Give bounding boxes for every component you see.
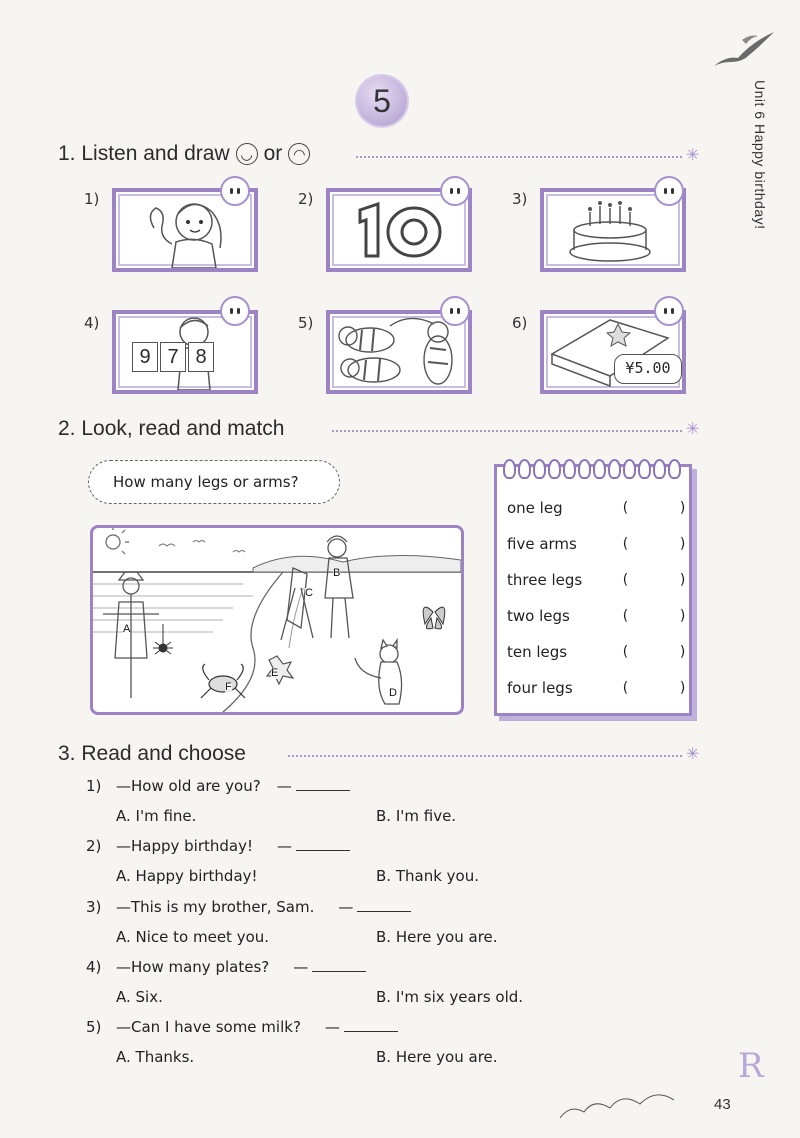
answer-dash: — [276, 777, 292, 795]
question-text: —How old are you? [116, 777, 261, 795]
question-text: —Happy birthday! [116, 837, 254, 855]
item4-face-circle[interactable] [220, 296, 250, 326]
option-a[interactable]: A. Nice to meet you. [116, 928, 270, 946]
answer-slot[interactable]: ( ) [621, 644, 687, 660]
question-2 [86, 837, 350, 855]
match-row-3 [507, 567, 687, 593]
question-1 [86, 777, 350, 795]
scarecrow-icon [103, 572, 159, 698]
sparkle-icon: ✳ [686, 421, 700, 438]
reading-mark-icon: R [738, 1046, 764, 1086]
sad-face-icon: ◠ [288, 143, 310, 165]
item6-face-circle[interactable] [654, 296, 684, 326]
page-number: 43 [714, 1096, 731, 1113]
match-row-6 [507, 675, 687, 701]
lesson-badge: 5 [357, 76, 407, 126]
answer-blank[interactable] [344, 1018, 398, 1032]
scene-label-f: F [225, 681, 232, 693]
number-cards: 9 7 8 [132, 342, 214, 372]
answer-blank[interactable] [296, 777, 350, 791]
answer-blank[interactable] [296, 837, 350, 851]
question-number: 1) [86, 777, 102, 795]
beach-scene [90, 525, 464, 715]
item3-face-circle[interactable] [654, 176, 684, 206]
section1-rule [356, 156, 682, 158]
section1-title-or: or [263, 142, 283, 165]
option-a[interactable]: A. Thanks. [116, 1048, 195, 1066]
girl-painting-icon [325, 536, 353, 638]
tigers-icon [330, 314, 468, 390]
spider-icon [153, 624, 173, 654]
unit-side-label: Unit 6 Happy birthday! [752, 80, 768, 230]
option-a[interactable]: A. Six. [116, 988, 163, 1006]
question-3 [86, 898, 411, 916]
match-row-label: two legs [507, 607, 570, 625]
question-number: 4) [86, 958, 102, 976]
question-4 [86, 958, 366, 976]
scene-label-d: D [389, 687, 397, 699]
option-a[interactable]: A. I'm fine. [116, 807, 197, 825]
smile-face-icon: ◡ [236, 143, 258, 165]
match-row-label: ten legs [507, 643, 568, 661]
question-number: 2) [86, 837, 102, 855]
question-text: —This is my brother, Sam. [116, 898, 315, 916]
question-number: 3) [86, 898, 102, 916]
option-b[interactable]: B. I'm six years old. [376, 988, 524, 1006]
question-text: —Can I have some milk? [116, 1018, 301, 1036]
answer-blank[interactable] [312, 958, 366, 972]
answer-blank[interactable] [357, 898, 411, 912]
crab-icon [201, 664, 245, 698]
sun-icon [106, 528, 129, 554]
answer-slot[interactable]: ( ) [621, 680, 687, 696]
section3-title: 3. Read and choose [58, 742, 246, 765]
match-notebook [494, 464, 692, 716]
section3-rule [288, 755, 682, 757]
item5-number: 5) [298, 314, 314, 332]
item2-face-circle[interactable] [440, 176, 470, 206]
answer-dash: — [338, 898, 354, 916]
match-row-label: one leg [507, 499, 563, 517]
option-a[interactable]: A. Happy birthday! [116, 867, 258, 885]
question-bubble: How many legs or arms? [88, 460, 340, 504]
answer-dash: — [324, 1018, 340, 1036]
notebook-rings [503, 459, 681, 479]
option-b[interactable]: B. Here you are. [376, 928, 498, 946]
section2-title: 2. Look, read and match [58, 417, 285, 440]
beach-scene-drawing [93, 528, 461, 712]
section1-title [58, 142, 310, 166]
easel-icon [281, 568, 313, 640]
bleed-through: . . [470, 148, 481, 161]
item5-face-circle[interactable] [440, 296, 470, 326]
item2-number: 2) [298, 190, 314, 208]
match-row-1 [507, 495, 687, 521]
match-row-label: four legs [507, 679, 573, 697]
scene-label-b: B [333, 567, 341, 579]
bird-icon [712, 26, 776, 70]
answer-slot[interactable]: ( ) [621, 572, 687, 588]
answer-slot[interactable]: ( ) [621, 608, 687, 624]
option-b[interactable]: B. I'm five. [376, 807, 457, 825]
question-number: 5) [86, 1018, 102, 1036]
answer-dash: — [293, 958, 309, 976]
match-row-2 [507, 531, 687, 557]
item3-number: 3) [512, 190, 528, 208]
match-row-label: three legs [507, 571, 583, 589]
scene-label-a: A [123, 623, 131, 635]
sparkle-icon: ✳ [686, 147, 700, 164]
section2-rule [332, 430, 682, 432]
item1-face-circle[interactable] [220, 176, 250, 206]
price-tag: ¥5.00 [614, 354, 682, 384]
option-b[interactable]: B. Thank you. [376, 867, 479, 885]
answer-slot[interactable]: ( ) [621, 500, 687, 516]
item4-number: 4) [84, 314, 100, 332]
match-row-5 [507, 639, 687, 665]
question-text: —How many plates? [116, 958, 270, 976]
sparkle-icon: ✳ [686, 746, 700, 763]
scene-label-e: E [271, 667, 279, 679]
item6-number: 6) [512, 314, 528, 332]
item1-number: 1) [84, 190, 100, 208]
scene-label-c: C [305, 587, 313, 599]
match-row-4 [507, 603, 687, 629]
answer-slot[interactable]: ( ) [621, 536, 687, 552]
section1-title-text: 1. Listen and draw [58, 142, 230, 165]
answer-dash: — [277, 837, 293, 855]
match-row-label: five arms [507, 535, 577, 553]
question-5 [86, 1018, 398, 1036]
option-b[interactable]: B. Here you are. [376, 1048, 498, 1066]
butterfly-icon [423, 607, 445, 629]
